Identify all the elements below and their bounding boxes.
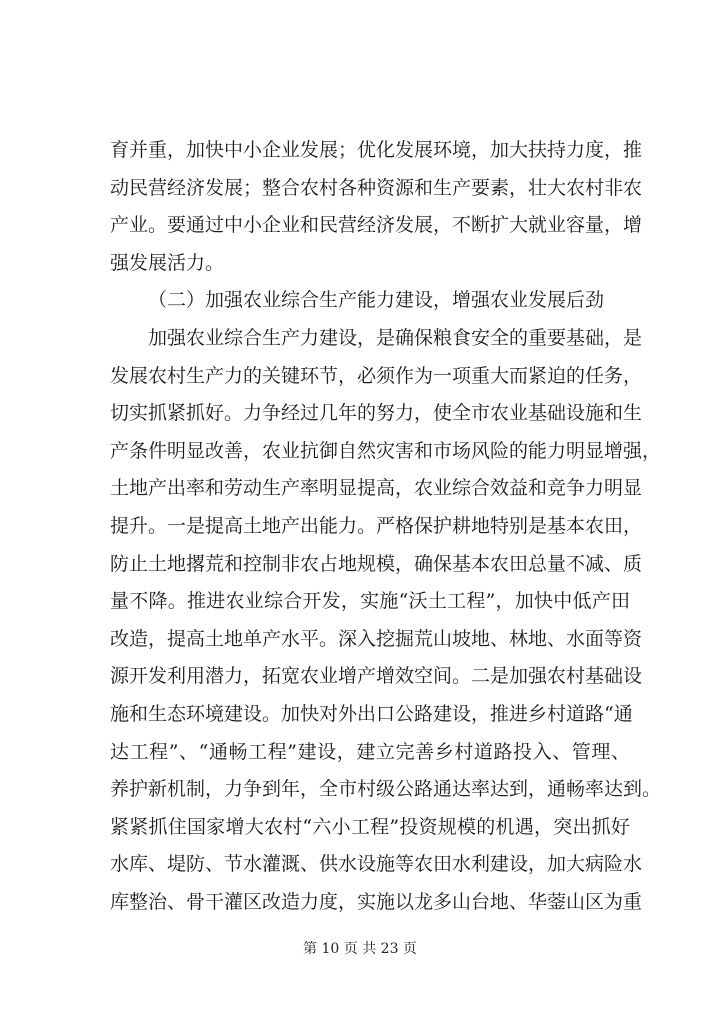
text-line: 产业。要通过中小企业和民营经济发展，不断扩大就业容量，增 xyxy=(110,214,643,237)
text-line: 产条件明显改善，农业抗御自然灾害和市场风险的能力明显增强， xyxy=(110,439,662,462)
text-line: 改造，提高土地单产水平。深入挖掘荒山坡地、林地、水面等资 xyxy=(110,627,643,650)
text-line: 提升。一是提高土地产出能力。严格保护耕地特别是基本农田， xyxy=(110,514,643,537)
text-line: 切实抓紧抓好。力争经过几年的努力，使全市农业基础设施和生 xyxy=(110,402,643,425)
page-number-footer: 第 10 页 共 23 页 xyxy=(303,941,417,957)
text-line: 施和生态环境建设。加快对外出口公路建设，推进乡村道路“通 xyxy=(110,702,633,725)
text-line: 强发展活力。 xyxy=(110,251,225,274)
text-line: 养护新机制，力争到年，全市村级公路通达率达到，通畅率达到。 xyxy=(110,778,662,801)
text-line: 达工程”、“通畅工程”建设，建立完善乡村道路投入、管理、 xyxy=(110,740,630,763)
text-line: 土地产出率和劳动生产率明显提高，农业综合效益和竞争力明显 xyxy=(110,477,643,500)
text-line: 动民营经济发展；整合农村各种资源和生产要素，壮大农村非农 xyxy=(110,176,643,199)
text-line: 防止土地撂荒和控制非农占地规模，确保基本农田总量不减、质 xyxy=(110,552,643,575)
document-body xyxy=(110,132,662,921)
section-heading: （二）加强农业综合生产能力建设，增强农业发展后劲 xyxy=(148,289,605,312)
text-line: 水库、堤防、节水灌溉、供水设施等农田水利建设，加大病险水 xyxy=(110,853,643,876)
text-line: 库整治、骨干灌区改造力度，实施以龙多山台地、华蓥山区为重 xyxy=(110,890,643,913)
text-line: 加强农业综合生产力建设，是确保粮食安全的重要基础，是 xyxy=(148,326,643,349)
text-line: 源开发利用潜力，拓宽农业增产增效空间。二是加强农村基础设 xyxy=(110,665,643,688)
text-line: 量不降。推进农业综合开发，实施“沃土工程”，加快中低产田 xyxy=(110,590,630,613)
text-line: 育并重，加快中小企业发展；优化发展环境，加大扶持力度，推 xyxy=(110,139,643,161)
text-line: 紧紧抓住国家增大农村“六小工程”投资规模的机遇，突出抓好 xyxy=(110,815,630,838)
text-line: 发展农村生产力的关键环节，必须作为一项重大而紧迫的任务， xyxy=(110,364,643,387)
